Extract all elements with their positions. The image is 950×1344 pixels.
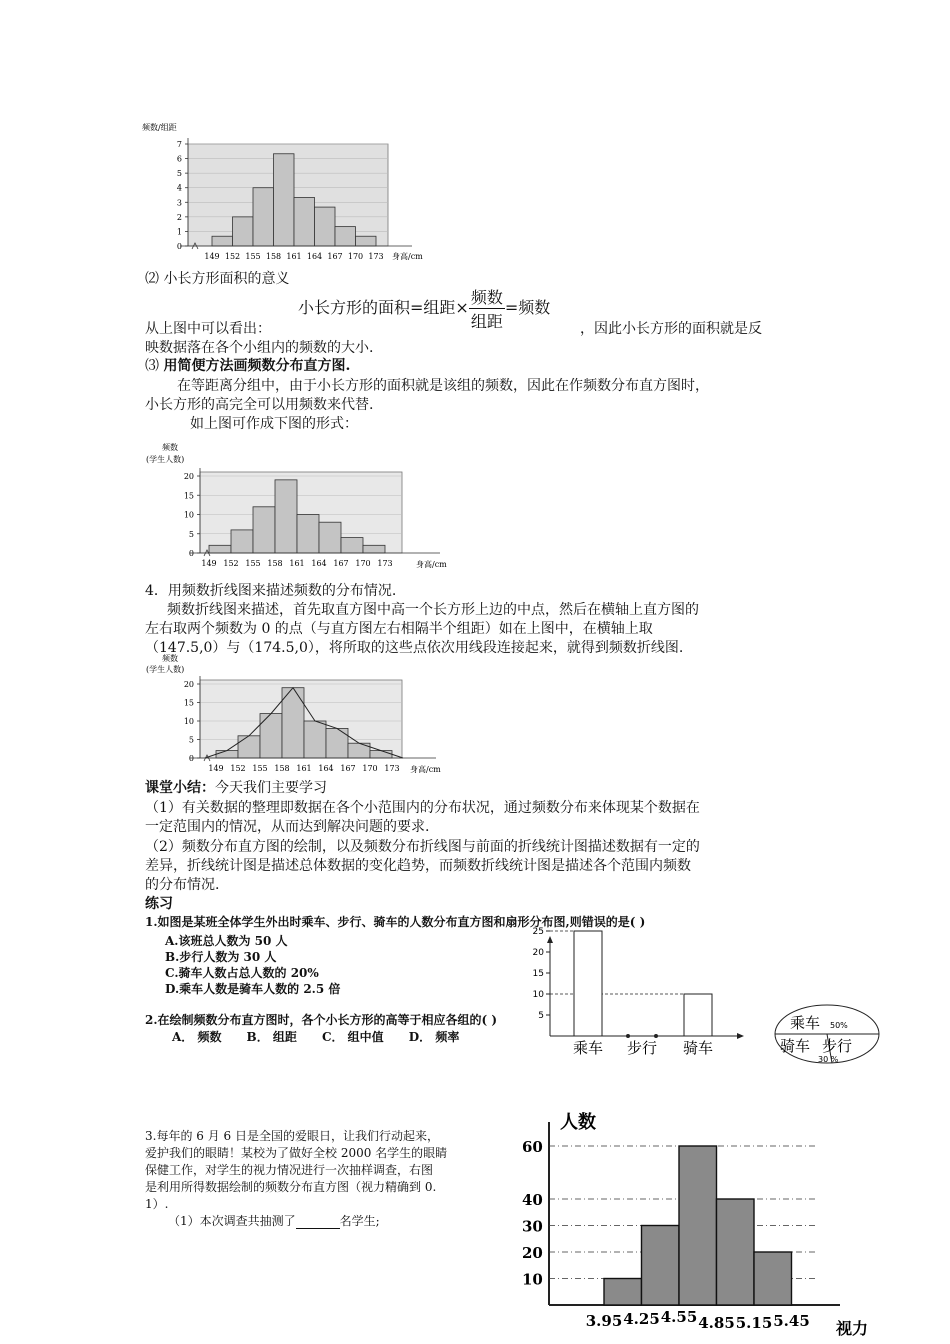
- c4-ytick-label: 25: [532, 927, 544, 937]
- question-1: 1.如图是某班全体学生外出时乘车、步行、骑车的人数分布直方图和扇形分布图,则错误的是( ): [145, 915, 646, 929]
- c3-ytick-label: 0: [188, 754, 194, 763]
- c5-xtick-label: 5.15: [735, 1314, 773, 1332]
- c5-ytick-label: 60: [522, 1138, 543, 1156]
- c2-ytick-label: 20: [183, 472, 194, 481]
- c2-bar: [275, 480, 297, 553]
- c3-xtick-label: 161: [296, 764, 312, 773]
- summary-label: 课堂小结：: [145, 780, 215, 796]
- c1-ytick-label: 5: [176, 169, 182, 179]
- q3-sub-1-suffix: 名学生;: [339, 1214, 380, 1228]
- c5-ytick-label: 20: [522, 1244, 543, 1262]
- c1-xtick-label: 167: [327, 252, 343, 261]
- formula-right: =频数: [504, 298, 551, 317]
- summary-2a: （2）频数分布直方图的绘制，以及频数分布折线图与前面的折线统计图描述数据有一定的: [145, 839, 700, 855]
- pie-label-c-pct: 30 %: [818, 1055, 839, 1064]
- c3-xtick-label: 167: [340, 764, 356, 773]
- q1-option-b: B.步行人数为 30 人: [165, 950, 277, 964]
- c3-bar: [370, 751, 392, 758]
- section-3-body-2: 小长方形的高完全可以用频数来代替.: [145, 397, 374, 413]
- c2-bar: [231, 530, 253, 553]
- c1-xtick-label: 161: [286, 252, 302, 261]
- c4-zero-dot: [654, 1034, 658, 1038]
- formula-denominator: 组距: [470, 312, 503, 331]
- c3-xtick-label: 152: [230, 764, 246, 773]
- c1-ytick-label: 1: [176, 227, 182, 237]
- c1-bar: [356, 236, 377, 246]
- c1-xtick-label: 152: [224, 252, 241, 261]
- c5-xtick-label: 5.45: [773, 1312, 810, 1330]
- c5-xtick-label: 4.55: [660, 1308, 698, 1326]
- c5-bar: [642, 1226, 680, 1306]
- c4-zero-dot: [626, 1034, 630, 1038]
- c4-category-label: 骑车: [682, 1039, 714, 1057]
- c2-bar: [363, 545, 385, 553]
- section-3-heading: 用简便方法画频数分布直方图.: [163, 358, 351, 374]
- c4-bar: [684, 994, 712, 1036]
- section-4-title: 4．用频数折线图来描述频数的分布情况.: [145, 583, 397, 599]
- c2-bar: [341, 538, 363, 553]
- c2-xtick-label: 167: [333, 559, 349, 568]
- q1-option-d: D.乘车人数是骑车人数的 2.5 倍: [165, 982, 341, 996]
- c5-ytick-label: 10: [522, 1270, 543, 1289]
- section-3-body-1: 在等距离分组中，由于小长方形的面积就是该组的频数，因此在作频数分布直方图时，: [177, 378, 709, 394]
- c2-xtick-label: 161: [289, 559, 305, 568]
- transport-bar-chart: [528, 927, 756, 1060]
- c3-xtick-label: 155: [252, 764, 268, 773]
- c4-ytick-label: 10: [532, 990, 544, 1000]
- c3-ytick-label: 5: [188, 735, 194, 745]
- c1-bar: [212, 236, 233, 246]
- section-3-title: [145, 357, 350, 376]
- c1-bar: [233, 217, 254, 246]
- chart3-xlabel: 身高/cm: [410, 765, 441, 774]
- c2-xtick-label: 173: [377, 559, 393, 568]
- c2-ytick-label: 0: [188, 549, 194, 558]
- pie-label-a: 乘车: [790, 1014, 821, 1032]
- text-from-above: 从上图中可以看出：: [145, 321, 271, 337]
- c2-ytick-label: 10: [183, 510, 194, 520]
- c3-bar: [282, 688, 304, 758]
- c2-xtick-label: 158: [267, 559, 283, 568]
- c2-ytick-label: 5: [188, 529, 194, 539]
- formula: [298, 285, 550, 332]
- c3-bar: [238, 736, 260, 758]
- c5-ytick-label: 40: [522, 1191, 543, 1209]
- question-3-line-5: 1）.: [145, 1197, 169, 1211]
- q1-option-a: A.该班总人数为 50 人: [165, 934, 288, 948]
- c3-bar: [260, 714, 282, 758]
- chart3-ylabel-2: (学生人数): [146, 665, 185, 674]
- formula-numerator: 频数: [469, 285, 505, 309]
- formula-left: 小长方形的面积=组距×: [298, 298, 469, 317]
- chart4-x-arrow: [737, 1033, 744, 1039]
- c2-bar: [319, 522, 341, 553]
- c3-xtick-label: 173: [384, 764, 400, 773]
- c1-xtick-label: 164: [306, 252, 323, 261]
- summary-2c: 的分布情况.: [145, 877, 220, 893]
- c3-ytick-label: 20: [183, 680, 194, 689]
- question-3-line-1: 3.每年的 6 月 6 日是全国的爱眼日，让我们行动起来，: [145, 1129, 439, 1143]
- summary-1b: 一定范围内的情况，从而达到解决问题的要求.: [145, 819, 430, 835]
- c4-ytick-label: 20: [532, 948, 544, 958]
- c1-ytick-label: 0: [176, 242, 182, 251]
- formula-tail: ，因此小长方形的面积就是反: [580, 321, 762, 337]
- c5-bar: [717, 1199, 755, 1305]
- c3-bar: [216, 751, 238, 758]
- section-4-body-2: 左右取两个频数为 0 的点（与直方图左右相隔半个组距）如在上图中，在横轴上取: [145, 621, 653, 637]
- q2-options: A． 频数 B． 组距 C． 组中值 D． 频率: [172, 1030, 460, 1044]
- c4-ytick-label: 5: [538, 1011, 544, 1021]
- c2-xtick-label: 152: [223, 559, 239, 568]
- c3-bar: [326, 728, 348, 758]
- c2-bar: [253, 507, 275, 553]
- histogram-1: [140, 118, 430, 264]
- c5-xtick-label: 4.85: [698, 1314, 735, 1332]
- formula-fraction: [469, 285, 505, 332]
- c3-ytick-label: 10: [183, 717, 194, 726]
- chart3-ylabel: 频数: [162, 654, 178, 663]
- section-4-body-1: 频数折线图来描述，首先取直方图中高一个长方形上边的中点，然后在横轴上直方图的: [167, 602, 699, 618]
- section-3-prefix: ⑶: [145, 358, 164, 374]
- chart4-y-arrow: [547, 936, 553, 943]
- c2-xtick-label: 164: [311, 559, 327, 568]
- c5-xtick-label: 4.25: [623, 1310, 660, 1328]
- c4-category-label: 乘车: [572, 1039, 604, 1057]
- histogram-polyline-3: [140, 652, 450, 776]
- chart5-ylabel: 人数: [560, 1112, 596, 1133]
- question-3-sub-1: [168, 1213, 380, 1229]
- c3-xtick-label: 158: [274, 764, 290, 773]
- c3-xtick-label: 164: [318, 764, 334, 773]
- c2-bar: [297, 515, 319, 554]
- practice-heading: 练习: [145, 896, 173, 912]
- c2-xtick-label: 170: [355, 559, 371, 568]
- c5-bar: [604, 1279, 642, 1306]
- c5-xtick-label: 3.95: [585, 1312, 623, 1330]
- c4-bar: [574, 931, 602, 1036]
- pie-label-a-pct: 50%: [830, 1021, 848, 1030]
- c1-bar: [274, 154, 295, 246]
- c1-bar: [335, 227, 356, 246]
- question-2: 2.在绘制频数分布直方图时，各个小长方形的高等于相应各组的( ): [145, 1013, 498, 1027]
- c4-category-label: 步行: [626, 1039, 658, 1057]
- summary-intro: 今天我们主要学习: [215, 780, 327, 796]
- c5-bar: [679, 1146, 717, 1305]
- c1-bar: [294, 197, 315, 246]
- c1-bar: [253, 188, 274, 246]
- question-3-line-4: 是利用所得数据绘制的频数分布直方图（视力精确到 0.: [145, 1180, 437, 1194]
- pie-label-c: 步行: [822, 1037, 853, 1055]
- chart2-xlabel: 身高/cm: [416, 560, 447, 569]
- chart2-ylabel-2: (学生人数): [146, 455, 185, 464]
- c2-xtick-label: 149: [201, 559, 217, 568]
- chart2-ylabel: 频数: [162, 443, 178, 452]
- c1-bar: [315, 207, 336, 246]
- c2-ytick-label: 15: [183, 491, 194, 501]
- c1-xtick-label: 155: [245, 252, 261, 261]
- c5-ytick-label: 30: [522, 1217, 543, 1236]
- vision-histogram: [518, 1108, 880, 1344]
- c2-xtick-label: 155: [245, 559, 261, 568]
- text-reflect: 映数据落在各个小组内的频数的大小.: [145, 340, 374, 356]
- summary-2b: 差异，折线统计图是描述总体数据的变化趋势，而频数折线统计图是描述各个范围内频数: [145, 858, 691, 874]
- transport-pie-chart: [770, 1000, 885, 1064]
- section-2-title: ⑵ 小长方形面积的意义: [145, 271, 290, 287]
- question-3-line-2: 爱护我们的眼睛！某校为了做好全校 2000 名学生的眼睛: [145, 1146, 448, 1160]
- c1-ytick-label: 7: [176, 140, 182, 149]
- histogram-2: [140, 440, 458, 572]
- c1-ytick-label: 6: [176, 154, 182, 164]
- c1-ytick-label: 2: [176, 212, 182, 222]
- c3-xtick-label: 149: [208, 764, 224, 773]
- c3-ytick-label: 15: [183, 698, 194, 708]
- c1-ytick-label: 3: [176, 198, 182, 208]
- section-3-body-3: 如上图可作成下图的形式：: [190, 416, 358, 432]
- c3-bar: [304, 721, 326, 758]
- c1-xtick-label: 149: [204, 252, 220, 261]
- c1-xtick-label: 158: [265, 252, 282, 261]
- summary-heading: [145, 779, 327, 798]
- c1-xtick-label: 173: [368, 252, 384, 261]
- section-4-body-3: （147.5,0）与（174.5,0），将所取的这些点依次用线段连接起来，就得到频数折线图.: [145, 640, 684, 656]
- c5-bar: [754, 1252, 792, 1305]
- pie-label-b: 骑车: [780, 1037, 811, 1055]
- question-3-line-3: 保健工作，对学生的视力情况进行一次抽样调查，右图: [145, 1163, 434, 1177]
- q3-sub-1-prefix: （1）本次调查共抽测了: [168, 1214, 296, 1228]
- c1-ytick-label: 4: [176, 183, 182, 193]
- c2-bar: [209, 545, 231, 553]
- chart1-ylabel: 频数/组距: [142, 123, 177, 132]
- chart1-xlabel: 身高/cm: [392, 252, 423, 261]
- c1-xtick-label: 170: [347, 252, 364, 261]
- q1-option-c: C.骑车人数占总人数的 20%: [165, 966, 319, 980]
- c4-ytick-label: 15: [532, 969, 544, 979]
- chart5-xlabel: 视力: [836, 1319, 869, 1338]
- c3-xtick-label: 170: [362, 764, 378, 773]
- summary-1a: （1）有关数据的整理即数据在各个小范围内的分布状况，通过频数分布来体现某个数据在: [145, 800, 700, 816]
- answer-blank[interactable]: [296, 1216, 340, 1229]
